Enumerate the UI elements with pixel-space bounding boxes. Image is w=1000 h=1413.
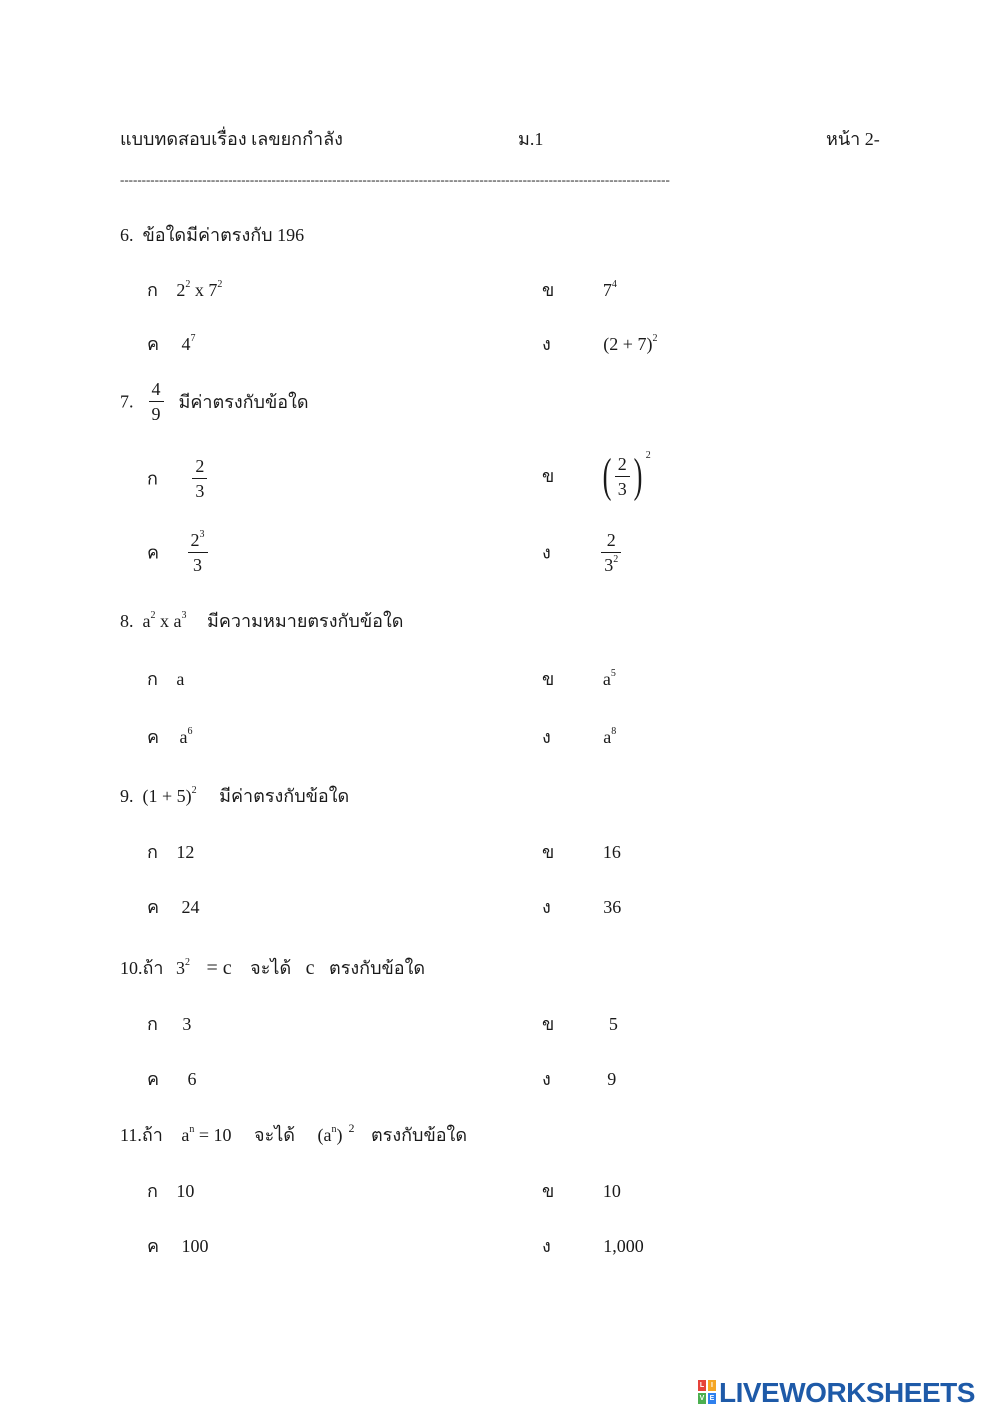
option-letter: ข <box>542 1181 555 1201</box>
q8-option-b[interactable] <box>542 670 616 688</box>
option-letter: ค <box>147 1236 160 1256</box>
option-value: 1,000 <box>603 1236 644 1256</box>
option-value: $4^7$ <box>181 333 196 354</box>
question-text: มีค่าตรงกับข้อใด <box>219 786 350 806</box>
option-value: $a^6$ <box>179 726 193 747</box>
question-10 <box>120 958 425 978</box>
option-value: 10 <box>176 1181 195 1201</box>
q6-option-d[interactable] <box>542 335 657 353</box>
question-number: 10. <box>120 958 143 978</box>
option-letter: ง <box>542 542 551 563</box>
q10-option-b[interactable] <box>542 1015 618 1033</box>
q7-option-d[interactable] <box>542 531 621 574</box>
question-text: มีความหมายตรงกับข้อใด <box>207 611 404 631</box>
q9-option-b[interactable] <box>542 843 621 861</box>
q7-option-b[interactable] <box>542 449 651 502</box>
option-value: 24 <box>181 897 200 917</box>
fraction: $\frac{4}{9}$ <box>149 380 164 423</box>
option-letter: ง <box>542 1236 551 1256</box>
liveworksheets-logo: LIVEWORKSHEETS <box>719 1377 975 1408</box>
q6-option-c[interactable] <box>147 335 196 353</box>
option-value: $a^8$ <box>603 726 617 747</box>
question-expression: $a^2$ x $a^3$ <box>142 610 187 631</box>
option-letter: ข <box>542 1014 555 1034</box>
option-letter: ค <box>147 334 160 354</box>
q8-option-a[interactable] <box>147 670 184 688</box>
q10-option-a[interactable] <box>147 1015 191 1033</box>
question-11 <box>120 1121 468 1145</box>
question-text: ตรงกับข้อใด <box>370 1125 468 1145</box>
option-letter: ข <box>542 280 555 300</box>
option-value: 9 <box>607 1069 617 1089</box>
option-letter: ก <box>147 468 158 489</box>
question-number: 8. <box>120 611 134 631</box>
q6-option-a[interactable] <box>147 281 222 299</box>
option-value: $2^2$ x $7^2$ <box>176 279 223 300</box>
option-letter: ค <box>147 542 160 563</box>
question-text: ตรงกับข้อใด <box>329 958 426 978</box>
question-expression: $3^2$ <box>176 957 191 978</box>
option-value: 12 <box>176 842 195 862</box>
option-value: $a^5$ <box>602 668 616 689</box>
fraction: $\frac{2}{3}$ <box>192 457 207 500</box>
question-then: จะได้ <box>254 1125 295 1145</box>
option-value: 5 <box>608 1014 618 1034</box>
option-letter: ก <box>147 669 158 689</box>
question-if: ถ้า <box>142 958 164 978</box>
fraction: $\frac{2^3}{3}$ <box>188 531 208 574</box>
option-letter: ข <box>542 669 555 689</box>
option-value: 16 <box>602 842 621 862</box>
option-letter: ค <box>147 1069 160 1089</box>
q10-option-c[interactable] <box>147 1070 197 1088</box>
worksheet-title: แบบทดสอบเรื่อง เลขยกกำลัง <box>120 129 343 149</box>
option-letter: ข <box>542 466 555 486</box>
option-value: 100 <box>181 1236 209 1256</box>
option-value: a <box>176 669 185 689</box>
question-expression: $(1 + 5)^2$ <box>142 785 197 806</box>
option-letter: ง <box>542 727 551 747</box>
question-expression: $a^n = 10$ <box>181 1124 232 1145</box>
q8-option-d[interactable] <box>542 728 616 746</box>
q8-option-c[interactable] <box>147 728 193 746</box>
fraction: $\frac{2}{3^2}$ <box>601 531 621 574</box>
q11-option-b[interactable] <box>542 1182 621 1200</box>
option-letter: ก <box>147 842 158 862</box>
q10-option-d[interactable] <box>542 1070 616 1088</box>
option-value: 36 <box>603 897 622 917</box>
option-letter: ก <box>147 1014 158 1034</box>
question-number: 11. <box>120 1125 142 1145</box>
question-text: ข้อใดมีค่าตรงกับ 196 <box>142 225 305 245</box>
option-value: ( $\frac{2}{3}$ ) $^2$ <box>602 449 651 502</box>
option-letter: ค <box>147 897 160 917</box>
option-value: 3 <box>182 1014 192 1034</box>
q6-option-b[interactable] <box>542 281 617 299</box>
option-letter: ง <box>542 1069 551 1089</box>
question-7 <box>120 380 309 423</box>
question-then: จะได้ <box>250 958 292 978</box>
option-value: 10 <box>602 1181 621 1201</box>
q7-option-c[interactable] <box>147 531 208 574</box>
option-letter: ง <box>542 334 551 354</box>
q9-option-c[interactable] <box>147 898 200 916</box>
option-value: $7^4$ <box>602 279 617 300</box>
option-letter: ง <box>542 897 551 917</box>
option-letter: ก <box>147 1181 158 1201</box>
question-number: 7. <box>120 391 134 412</box>
option-value: $(2 + 7)^2$ <box>603 333 658 354</box>
question-9 <box>120 787 349 805</box>
q11-option-d[interactable] <box>542 1237 644 1255</box>
question-8 <box>120 612 403 630</box>
question-equation: = c <box>206 957 232 979</box>
question-6 <box>120 226 304 244</box>
liveworksheets-logo-icon: L I V E <box>699 1382 715 1402</box>
question-variable: c <box>305 957 315 979</box>
option-letter: ข <box>542 842 555 862</box>
header-separator: ------------------------------------------------------------------------------------------------------------------------------- <box>120 173 670 186</box>
page-number: หน้า 2- <box>826 129 880 149</box>
question-power-expression: $(a^n)$ $^2$ <box>317 1121 355 1145</box>
grade-level: ม.1 <box>518 129 544 149</box>
option-value: 6 <box>187 1069 197 1089</box>
q7-option-a[interactable] <box>147 457 207 500</box>
q11-option-c[interactable] <box>147 1237 209 1255</box>
q9-option-d[interactable] <box>542 898 621 916</box>
question-number: 9. <box>120 786 134 806</box>
q11-option-a[interactable] <box>147 1182 194 1200</box>
question-number: 6. <box>120 225 134 245</box>
option-letter: ค <box>147 727 160 747</box>
q9-option-a[interactable] <box>147 843 194 861</box>
question-if: ถ้า <box>141 1125 163 1145</box>
option-letter: ก <box>147 280 158 300</box>
question-text: มีค่าตรงกับข้อใด <box>178 391 309 412</box>
